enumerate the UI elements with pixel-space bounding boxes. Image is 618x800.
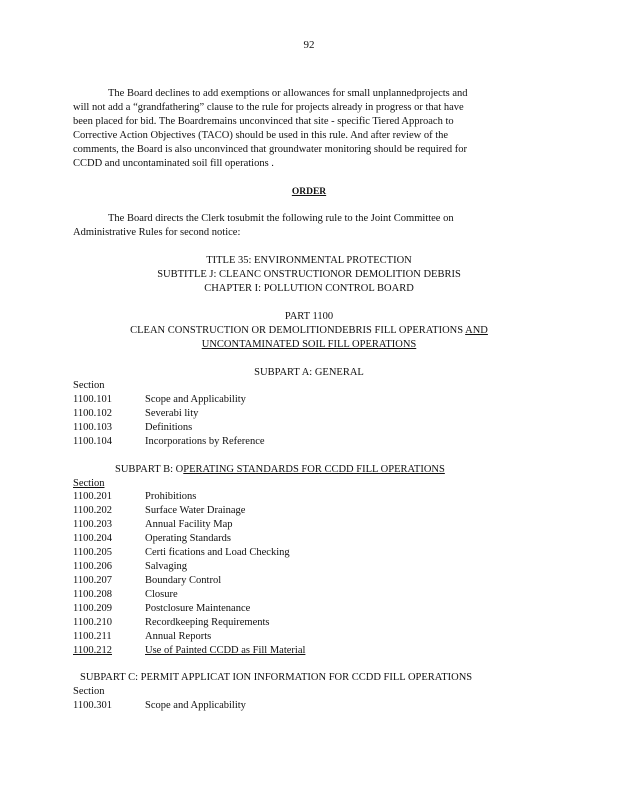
section-number: 1100.104	[73, 436, 112, 447]
paragraph1-line: The Board declines to add exemptions or allowances for small unplannedprojects and	[108, 88, 468, 99]
part-title-line1	[0, 324, 618, 338]
section-number: 1100.102	[73, 408, 112, 419]
section-title: Surface Water Drainage	[145, 505, 246, 516]
section-number: 1100.201	[73, 491, 112, 502]
section-label: Section	[73, 380, 105, 391]
section-title: Salvaging	[145, 561, 187, 572]
section-number: 1100.208	[73, 589, 112, 600]
section-number: 1100.207	[73, 575, 112, 586]
section-title: Use of Painted CCDD as Fill Material	[145, 645, 306, 656]
section-number: 1100.210	[73, 617, 112, 628]
section-number: 1100.206	[73, 561, 112, 572]
subpart-b-heading-plain: SUBPART B: O	[115, 464, 184, 475]
title-line: TITLE 35: ENVIRONMENTAL PROTECTION	[206, 255, 412, 266]
section-title: Prohibitions	[145, 491, 197, 502]
part-title-underlined: AND	[465, 325, 488, 336]
section-label: Section	[73, 686, 105, 697]
section-title: Boundary Control	[145, 575, 222, 586]
section-title: Scope and Applicability	[145, 394, 246, 405]
subpart-b-heading	[115, 463, 445, 477]
paragraph1-line: comments, the Board is also unconvinced that groundwater monitoring should be required for	[73, 144, 467, 155]
paragraph1-line: will not add a “grandfathering” clause to the rule for projects already in progress or that have	[73, 102, 464, 113]
paragraph2-line: Administrative Rules for second notice:	[73, 227, 241, 238]
part-number: PART 1100	[284, 311, 334, 322]
section-title: Annual Reports	[145, 631, 212, 642]
section-title: Postclosure Maintenance	[145, 603, 251, 614]
part-title-plain: CLEAN CONSTRUCTION OR DEMOLITIONDEBRIS FILL OPERATIONS	[130, 325, 466, 336]
section-title: Severabi lity	[145, 408, 199, 419]
subpart-a-heading: SUBPART A: GENERAL	[254, 367, 364, 378]
paragraph1-line: been placed for bid. The Boardremains unconvinced that site - specific Tiered Approach to	[73, 116, 454, 127]
section-title: Operating Standards	[145, 533, 232, 544]
section-title: Definitions	[145, 422, 193, 433]
section-number: 1100.211	[73, 631, 112, 642]
section-title: Annual Facility Map	[145, 519, 233, 530]
paragraph1-line: Corrective Action Objectives (TACO) should be used in this rule. And after review of the	[73, 130, 449, 141]
order-heading: ORDER	[291, 187, 327, 197]
section-title: Recordkeeping Requirements	[145, 617, 270, 628]
chapter-line: CHAPTER I: POLLUTION CONTROL BOARD	[204, 283, 414, 294]
section-number: 1100.209	[73, 603, 112, 614]
paragraph2-line: The Board directs the Clerk tosubmit the following rule to the Joint Committee on	[108, 213, 454, 224]
section-title: Scope and Applicability	[145, 700, 246, 711]
part-title-line2: UNCONTAMINATED SOIL FILL OPERATIONS	[201, 339, 417, 350]
section-number: 1100.203	[73, 519, 112, 530]
paragraph1-line: CCDD and uncontaminated soil fill operations .	[73, 158, 274, 169]
section-number: 1100.205	[73, 547, 112, 558]
section-title: Closure	[145, 589, 178, 600]
section-number: 1100.101	[73, 394, 112, 405]
subtitle-line: SUBTITLE J: CLEANC ONSTRUCTIONOR DEMOLITION DEBRIS	[157, 269, 461, 280]
section-number: 1100.204	[73, 533, 112, 544]
section-title: Certi fications and Load Checking	[145, 547, 290, 558]
section-title: Incorporations by Reference	[145, 436, 265, 447]
section-number: 1100.301	[73, 700, 112, 711]
section-number: 1100.202	[73, 505, 112, 516]
section-number: 1100.103	[73, 422, 112, 433]
section-number: 1100.212	[73, 645, 112, 656]
subpart-b-heading-underlined: PERATING STANDARDS FOR CCDD FILL OPERATIONS	[183, 464, 445, 475]
page-number: 92	[303, 39, 315, 51]
subpart-c-heading: SUBPART C: PERMIT APPLICAT ION INFORMATION FOR CCDD FILL OPERATIONS	[80, 672, 473, 683]
section-label: Section	[73, 478, 105, 489]
